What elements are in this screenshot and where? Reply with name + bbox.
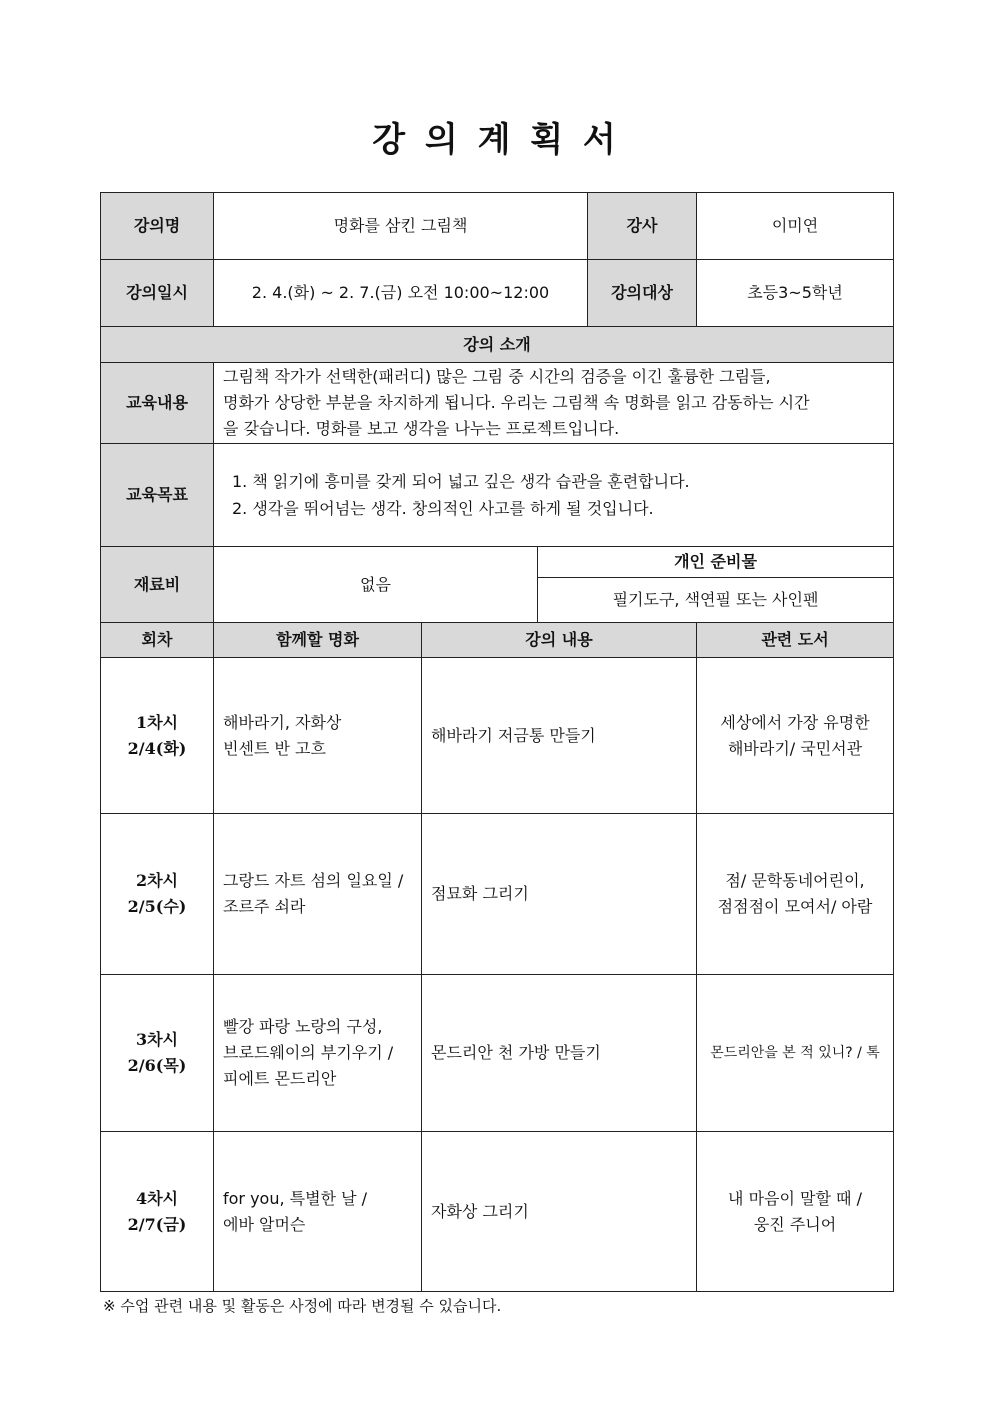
page-title: 강 의 계 획 서 (372, 120, 620, 160)
content-line: 그림책 작가가 선택한(패러디) 많은 그림 중 시간의 검증을 이긴 훌륭한 그림들, (223, 367, 771, 386)
header-artwork: 함께할 명화 (214, 623, 422, 658)
table-row (101, 1132, 894, 1292)
artwork-cell: 빨강 파랑 노랑의 구성, 브로드웨이의 부기우기 / 피에트 몬드리안 (214, 975, 422, 1132)
session-cell: 1차시 2/4(화) (101, 658, 214, 814)
table-row (101, 814, 894, 975)
course-name-value: 명화를 삼킨 그림책 (214, 193, 588, 260)
session-cell: 2차시 2/5(수) (101, 814, 214, 975)
artwork-cell: 그랑드 자트 섬의 일요일 / 조르주 쇠라 (214, 814, 422, 975)
session-cell: 3차시 2/6(목) (101, 975, 214, 1132)
artwork-cell: for you, 특별한 날 / 에바 알머슨 (214, 1132, 422, 1292)
goal-label: 교육목표 (101, 444, 214, 547)
footnote: ※ 수업 관련 내용 및 활동은 사정에 따라 변경될 수 있습니다. (103, 1297, 502, 1315)
target-value: 초등3~5학년 (697, 260, 894, 327)
instructor-value: 이미연 (697, 193, 894, 260)
content-line: 을 갖습니다. 명화를 보고 생각을 나누는 프로젝트입니다. (223, 419, 620, 438)
goal-item: 2. 생각을 뛰어넘는 생각. 창의적인 사고를 하게 될 것입니다. (232, 499, 654, 518)
date-label: 강의일시 (101, 260, 214, 327)
course-name-label: 강의명 (101, 193, 214, 260)
books-cell: 몬드리안을 본 적 있니? / 톡 (697, 975, 894, 1132)
date-value: 2. 4.(화) ~ 2. 7.(금) 오전 10:00~12:00 (214, 260, 588, 327)
target-label: 강의대상 (588, 260, 697, 327)
content-line: 명화가 상당한 부분을 차지하게 됩니다. 우리는 그림책 속 명화를 읽고 감동하는 시간 (223, 393, 810, 412)
books-cell: 세상에서 가장 유명한 해바라기/ 국민서관 (697, 658, 894, 814)
activity-cell: 자화상 그리기 (422, 1132, 697, 1292)
activity-cell: 점묘화 그리기 (422, 814, 697, 975)
table-row (101, 658, 894, 814)
goal-list (214, 444, 894, 547)
lecture-plan-table (100, 192, 894, 1292)
table-row (101, 975, 894, 1132)
intro-section-header: 강의 소개 (101, 327, 894, 363)
instructor-label: 강사 (588, 193, 697, 260)
activity-cell: 몬드리안 천 가방 만들기 (422, 975, 697, 1132)
session-cell: 4차시 2/7(금) (101, 1132, 214, 1292)
fee-label: 재료비 (101, 547, 214, 623)
header-session: 회차 (101, 623, 214, 658)
fee-value: 없음 (214, 547, 538, 623)
content-label: 교육내용 (101, 363, 214, 444)
artwork-cell: 해바라기, 자화상 빈센트 반 고흐 (214, 658, 422, 814)
header-books: 관련 도서 (697, 623, 894, 658)
prep-value: 필기도구, 색연필 또는 사인펜 (538, 578, 894, 623)
books-cell: 점/ 문학동네어린이, 점점점이 모여서/ 아람 (697, 814, 894, 975)
books-cell: 내 마음이 말할 때 / 웅진 주니어 (697, 1132, 894, 1292)
goal-item: 1. 책 읽기에 흥미를 갖게 되어 넓고 깊은 생각 습관을 훈련합니다. (232, 472, 690, 491)
content-description (214, 363, 894, 444)
activity-cell: 해바라기 저금통 만들기 (422, 658, 697, 814)
prep-label: 개인 준비물 (538, 547, 894, 578)
header-activity: 강의 내용 (422, 623, 697, 658)
